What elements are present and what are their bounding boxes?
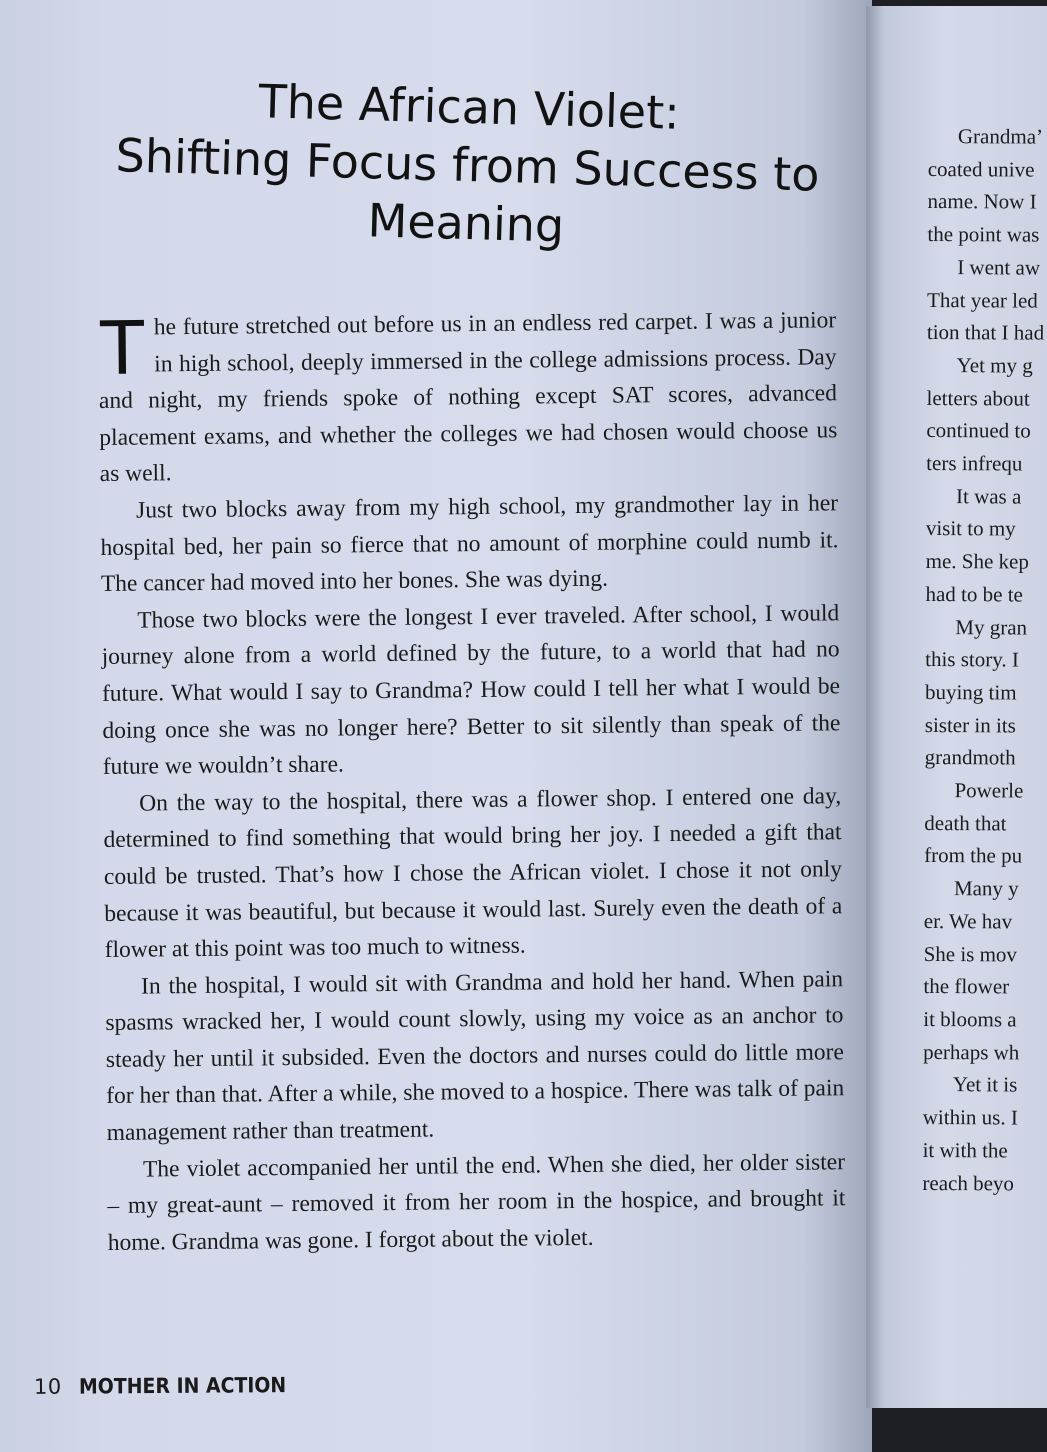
right-page-line: er. We hav <box>923 908 1013 934</box>
right-page-line: the flower <box>923 974 1010 999</box>
right-page-line: visit to my <box>925 516 1016 541</box>
right-page-line: I went aw <box>957 254 1041 280</box>
right-page-line: me. She kep <box>925 549 1029 574</box>
right-page-line: name. Now I <box>927 189 1037 214</box>
right-page-line: letters about <box>926 385 1030 411</box>
paragraph: On the way to the hospital, there was a flower shop. I entered one day, determined to find something that would bring her joy. I needed a gift that could be trusted. That’s how I chose the African violet. I chose it not only because it was beautiful, but because it would last. Surely even the death of a flower at this point was too much to witness. <box>103 782 843 964</box>
right-page-line: perhaps wh <box>923 1039 1020 1065</box>
title-line: The African Violet: <box>257 74 681 140</box>
right-page-line: this story. I <box>925 647 1019 672</box>
title-line: Meaning <box>367 193 565 253</box>
right-page-line: within us. I <box>922 1105 1018 1130</box>
paragraph-text: he future stretched out before us in an endless red carpet. I was a junior in high school, deeply immersed in the college admissions process. Day and night, my friends spoke of nothing except SAT scores, advanced placement exams, and whether the colleges we had chosen would choose us as well. <box>98 307 838 488</box>
right-page-line: reach beyo <box>922 1170 1015 1195</box>
title-line: Shifting Focus from Success to <box>114 128 821 202</box>
paragraph <box>98 302 838 493</box>
right-page-line: That year led <box>926 287 1038 313</box>
right-page-line: She is mov <box>923 941 1018 967</box>
right-page-line: from the pu <box>924 843 1023 868</box>
right-page-line: coated unive <box>927 156 1035 182</box>
right-page-line: continued to <box>926 418 1031 443</box>
right-page-line: it blooms a <box>923 1006 1017 1032</box>
right-page-line: Yet my g <box>956 353 1033 378</box>
right-page-line: Yet it is <box>952 1072 1018 1097</box>
right-page-line: sister in its <box>924 712 1016 738</box>
running-title: MOTHER IN ACTION <box>78 1373 287 1399</box>
right-page-line: buying tim <box>924 679 1017 705</box>
paragraph: Those two blocks were the longest I ever traveled. After school, I would journey alone from a world defined by the future, to a world that had no future. What would I say to Grandma? How could I tell her what I would be doing once she was no longer here? Better to sit silently than speak of the future we wouldn’t share. <box>101 600 841 781</box>
right-page-line: It was a <box>955 483 1022 509</box>
right-page-line: the point was <box>927 222 1040 247</box>
right-page-line: My gran <box>955 614 1028 640</box>
right-page-line: ters infrequ <box>926 451 1023 476</box>
body-text <box>98 302 846 1261</box>
chapter-title <box>65 67 870 263</box>
right-page-line: Many y <box>953 876 1019 901</box>
right-page-line: tion that I had <box>926 320 1045 345</box>
drop-cap: T <box>97 302 147 391</box>
right-page <box>866 6 1047 1408</box>
right-page-line: grandmoth <box>924 745 1016 770</box>
paragraph: Just two blocks away from my high school, my grandmother lay in her hospital bed, her pain so fierce that no amount of morphine could numb it. The cancer had moved into her bones. She was dying. <box>100 490 839 598</box>
right-page-line: had to be te <box>925 581 1023 607</box>
paragraph: In the hospital, I would sit with Grandma and hold her hand. When pain spasms wracked her, I would count slowly, using my voice as an anchor to steady her until it subsided. Even the doctors and nurses could do little more for her than that. After a while, she moved to a hospice. There was talk of pain management rather than treatment. <box>105 965 845 1147</box>
right-page-text <box>922 120 1047 1200</box>
paragraph: The violet accompanied her until the end. When she died, her older sister – my great-aunt – removed it from her room in the hospice, and brought it home. Grandma was gone. I forgot about the violet. <box>107 1148 846 1256</box>
right-page-line: it with the <box>922 1137 1008 1163</box>
right-page-line: Grandma’ <box>957 124 1044 149</box>
page-number: 10 <box>33 1374 62 1399</box>
right-page-line: Powerle <box>954 778 1024 803</box>
page-footer <box>34 1373 286 1399</box>
right-page-line: death that <box>924 810 1007 836</box>
